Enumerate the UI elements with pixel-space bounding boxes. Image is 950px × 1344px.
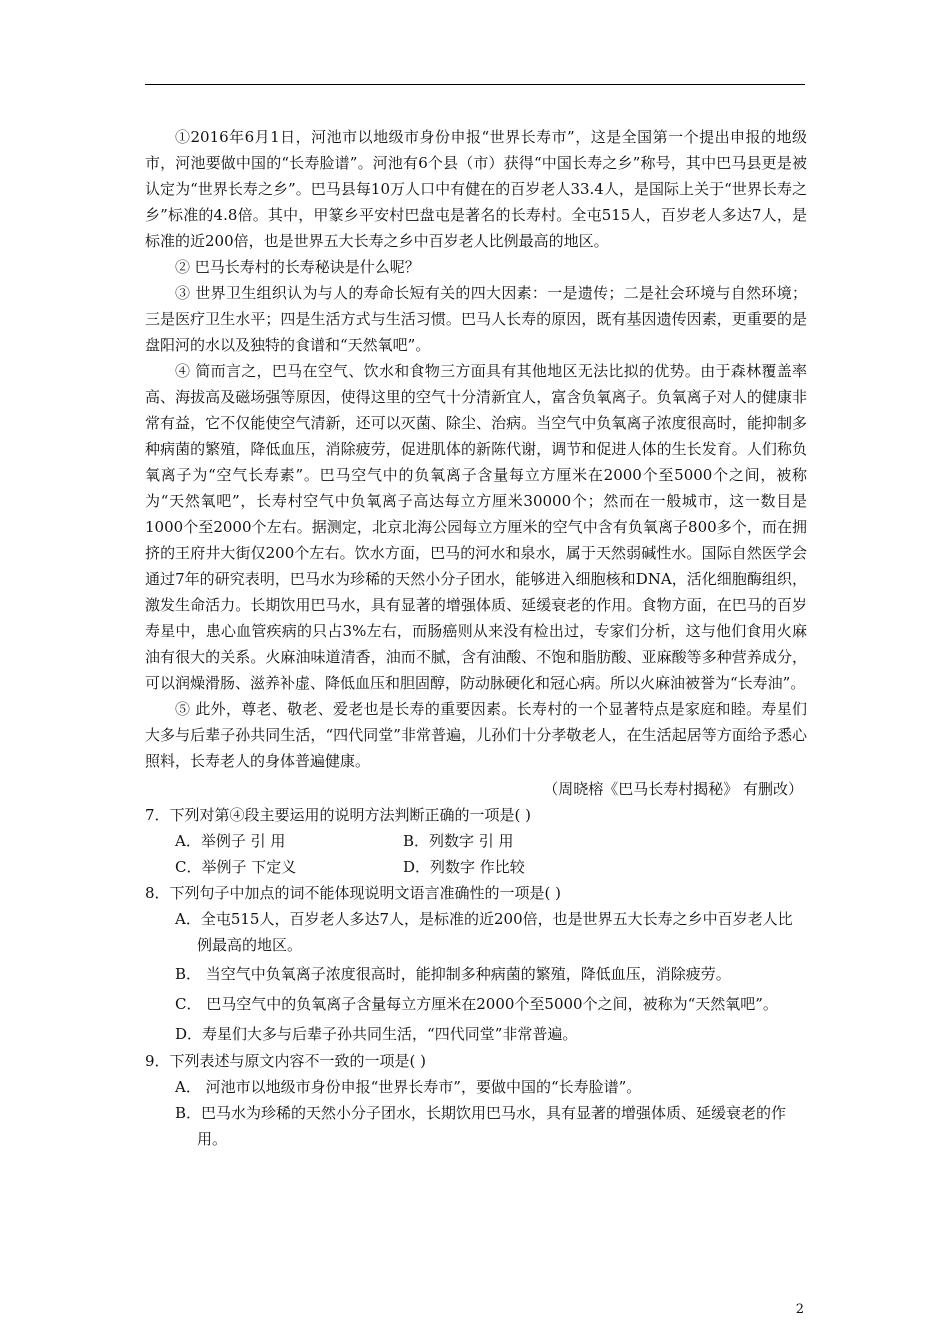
question-9-option-a: A． 河池市以地级市身份申报“世界长寿市”，要做中国的“长寿脸谱”。 bbox=[175, 1078, 642, 1096]
header-rule bbox=[145, 84, 805, 85]
paragraph-2: ② 巴马长寿村的长寿秘诀是什么呢？ bbox=[175, 258, 420, 276]
question-7-option-a: A．举例子 引 用 bbox=[175, 832, 286, 850]
question-8-option-b: B． 当空气中负氧离子浓度很高时，能抑制多种病菌的繁殖，降低血压，消除疲劳。 bbox=[175, 965, 731, 983]
question-9-stem: 9．下列表述与原文内容不一致的一项是( ) bbox=[145, 1052, 427, 1070]
question-8-option-c: C． 巴马空气中的负氧离子含量每立方厘米在2000个至5000个之间，被称为“天然氧吧”。 bbox=[175, 995, 778, 1013]
question-8-option-d: D．寿星们大多与后辈子孙共同生活，“四代同堂”非常普遍。 bbox=[175, 1025, 578, 1043]
question-8-option-a: A．全屯515人，百岁老人多达7人，是标准的近200倍，也是世界五大长寿之乡中百岁老人比例最高的地区。 bbox=[175, 910, 793, 954]
question-7-option-d: D．列数字 作比较 bbox=[403, 858, 525, 876]
question-8-stem: 8．下列句子中加点的词不能体现说明文语言准确性的一项是( ) bbox=[145, 884, 562, 902]
question-7-stem: 7．下列对第④段主要运用的说明方法判断正确的一项是( ) bbox=[145, 806, 532, 824]
paragraph-4: ④ 简而言之，巴马在空气、饮水和食物三方面具有其他地区无法比拟的优势。由于森林覆盖率高、海拔高及磁场强等原因，使得这里的空气十分清新宜人，富含负氧离子。负氧离子对人的健康非常有益，它不仅能使空气清新，还可以灭菌、除尘、治病。当空气中负氧离子浓度很高时，能抑制多种病菌的繁殖，降低血压，消除疲劳，促进肌体的新陈代谢，调节和促进人体的生长发育。人们称负氧离子为“空气长寿素”。巴马空气中的负氧离子含量每立方厘米在2000个至5000个之间，被称为“天然氧吧”，长寿村空气中负氧离子高达每立方厘米30000个；然而在一般城市，这一数目是1000个至2000个左右。据测定，北京北海公园每立方厘米的空气中含有负氧离子800多个，而在拥挤的王府井大街仅200个左右。饮水方面，巴马的河水和泉水，属于天然弱碱性水。国际自然医学会通过7年的研究表明，巴马水为珍稀的天然小分子团水，能够进入细胞核和DNA，活化细胞酶组织，激发生命活力。长期饮用巴马水，具有显著的增强体质、延缓衰老的作用。食物方面，在巴马的百岁寿星中，患心血管疾病的只占3%左右，而肠癌则从来没有检出过，专家们分析，这与他们食用火麻油有很大的关系。火麻油味道清香，油而不腻，含有油酸、不饱和脂肪酸、亚麻酸等多种营养成分，可以润燥滑肠、滋养补虚、降低血压和胆固醇，防动脉硬化和冠心病。所以火麻油被誉为“长寿油”。 bbox=[145, 362, 807, 692]
source-attribution: （周晓榕《巴马长寿村揭秘》 有删改） bbox=[543, 780, 803, 798]
question-7-option-c: C．举例子 下定义 bbox=[175, 858, 297, 876]
question-7-option-b: B．列数字 引 用 bbox=[403, 832, 514, 850]
paragraph-5: ⑤ 此外，尊老、敬老、爱老也是长寿的重要因素。长寿村的一个显著特点是家庭和睦。寿星们大多与后辈子孙共同生活，“四代同堂”非常普遍，儿孙们十分孝敬老人，在生活起居等方面给予悉心照料，长寿老人的身体普遍健康。 bbox=[145, 700, 807, 770]
question-9-option-b: B．巴马水为珍稀的天然小分子团水，长期饮用巴马水，具有显著的增强体质、延缓衰老的作用。 bbox=[175, 1104, 787, 1148]
question-7-options bbox=[145, 828, 807, 880]
document-body bbox=[145, 124, 807, 1152]
paragraph-1: ①2016年6月1日，河池市以地级市身份申报“世界长寿市”，这是全国第一个提出申报的地级市，河池要做中国的“长寿脸谱”。河池有6个县（市）获得“中国长寿之乡”称号，其中巴马县更是被认定为“世界长寿之乡”。巴马县每10万人口中有健在的百岁老人33.4人，是国际上关于“世界长寿之乡”标准的4.8倍。其中，甲篆乡平安村巴盘屯是著名的长寿村。全屯515人，百岁老人多达7人，是标准的近200倍，也是世界五大长寿之乡中百岁老人比例最高的地区。 bbox=[145, 128, 807, 250]
page-number: 2 bbox=[795, 1302, 804, 1317]
paragraph-3: ③ 世界卫生组织认为与人的寿命长短有关的四大因素：一是遗传；二是社会环境与自然环境；三是医疗卫生水平；四是生活方式与生活习惯。巴马人长寿的原因，既有基因遗传因素，更重要的是盘阳河的水以及独特的食谱和“天然氧吧”。 bbox=[145, 284, 807, 354]
